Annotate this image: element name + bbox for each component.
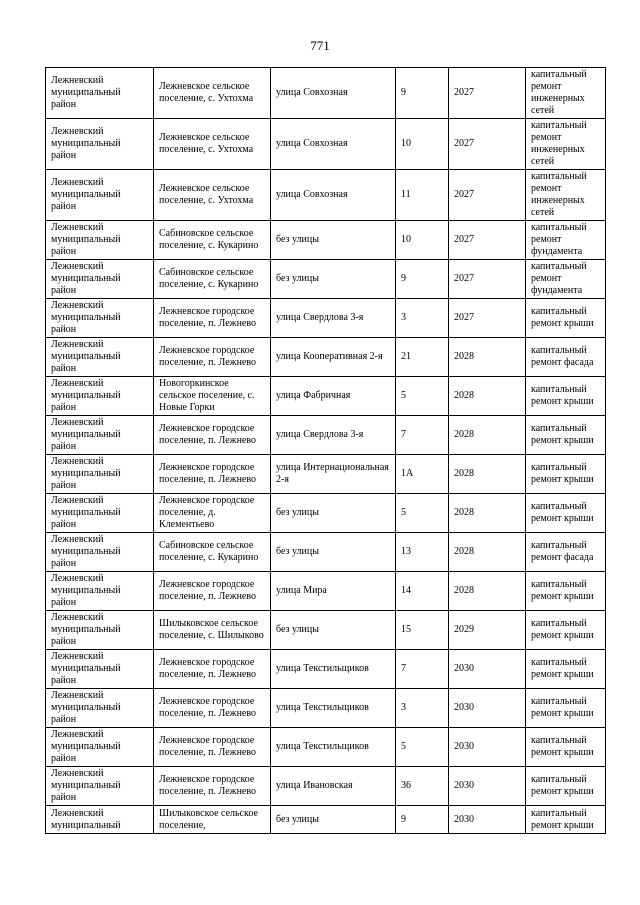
table-row [46,650,606,689]
year-cell: 2027 [449,260,526,299]
work-type-cell: капитальный ремонт крыши [526,494,606,533]
table-row [46,260,606,299]
work-type-cell: капитальный ремонт фундамента [526,221,606,260]
house-number-cell: 7 [396,416,449,455]
year-cell: 2028 [449,377,526,416]
house-number-cell: 5 [396,377,449,416]
work-type-cell: капитальный ремонт крыши [526,806,606,834]
settlement-cell: Лежневское городское поселение, п. Лежнево [154,299,271,338]
house-number-cell: 3 [396,299,449,338]
settlement-cell: Лежневское городское поселение, п. Лежнево [154,416,271,455]
settlement-cell: Лежневское городское поселение, п. Лежнево [154,728,271,767]
work-type-cell: капитальный ремонт крыши [526,377,606,416]
repair-schedule-table [45,67,606,834]
settlement-cell: Шилыковское сельское поселение, [154,806,271,834]
table-row [46,170,606,221]
district-cell: Лежневский муниципальный район [46,728,154,767]
settlement-cell: Лежневское сельское поселение, с. Ухтохма [154,68,271,119]
street-cell: улица Мира [271,572,396,611]
settlement-cell: Шилыковское сельское поселение, с. Шилыково [154,611,271,650]
district-cell: Лежневский муниципальный район [46,455,154,494]
house-number-cell: 1А [396,455,449,494]
street-cell: без улицы [271,260,396,299]
table-row [46,728,606,767]
year-cell: 2028 [449,455,526,494]
settlement-cell: Сабиновское сельское поселение, с. Кукарино [154,533,271,572]
year-cell: 2028 [449,533,526,572]
district-cell: Лежневский муниципальный район [46,338,154,377]
house-number-cell: 9 [396,806,449,834]
house-number-cell: 21 [396,338,449,377]
house-number-cell: 14 [396,572,449,611]
table-row [46,689,606,728]
work-type-cell: капитальный ремонт крыши [526,416,606,455]
work-type-cell: капитальный ремонт инженерных сетей [526,119,606,170]
settlement-cell: Лежневское городское поселение, п. Лежнево [154,767,271,806]
street-cell: без улицы [271,221,396,260]
table-row [46,119,606,170]
table-row [46,455,606,494]
table-row [46,221,606,260]
district-cell: Лежневский муниципальный район [46,119,154,170]
settlement-cell: Сабиновское сельское поселение, с. Кукарино [154,221,271,260]
district-cell: Лежневский муниципальный [46,806,154,834]
year-cell: 2030 [449,728,526,767]
district-cell: Лежневский муниципальный район [46,299,154,338]
district-cell: Лежневский муниципальный район [46,68,154,119]
house-number-cell: 9 [396,68,449,119]
settlement-cell: Лежневское городское поселение, п. Лежнево [154,572,271,611]
street-cell: улица Текстильщиков [271,650,396,689]
street-cell: улица Кооперативная 2-я [271,338,396,377]
settlement-cell: Лежневское городское поселение, д. Клементьево [154,494,271,533]
year-cell: 2028 [449,494,526,533]
table-row [46,299,606,338]
year-cell: 2027 [449,170,526,221]
street-cell: без улицы [271,533,396,572]
year-cell: 2029 [449,611,526,650]
work-type-cell: капитальный ремонт крыши [526,611,606,650]
house-number-cell: 15 [396,611,449,650]
table-body [46,68,606,834]
district-cell: Лежневский муниципальный район [46,611,154,650]
street-cell: улица Свердлова 3-я [271,416,396,455]
work-type-cell: капитальный ремонт крыши [526,767,606,806]
district-cell: Лежневский муниципальный район [46,494,154,533]
settlement-cell: Лежневское сельское поселение, с. Ухтохма [154,119,271,170]
work-type-cell: капитальный ремонт крыши [526,455,606,494]
year-cell: 2027 [449,221,526,260]
table-row [46,611,606,650]
street-cell: без улицы [271,494,396,533]
year-cell: 2027 [449,119,526,170]
street-cell: улица Совхозная [271,170,396,221]
work-type-cell: капитальный ремонт инженерных сетей [526,170,606,221]
work-type-cell: капитальный ремонт фасада [526,338,606,377]
district-cell: Лежневский муниципальный район [46,572,154,611]
district-cell: Лежневский муниципальный район [46,416,154,455]
district-cell: Лежневский муниципальный район [46,650,154,689]
house-number-cell: 10 [396,119,449,170]
page-number: 771 [310,38,330,53]
work-type-cell: капитальный ремонт крыши [526,689,606,728]
table-row [46,416,606,455]
settlement-cell: Сабиновское сельское поселение, с. Кукарино [154,260,271,299]
street-cell: улица Фабричная [271,377,396,416]
district-cell: Лежневский муниципальный район [46,689,154,728]
street-cell: улица Совхозная [271,68,396,119]
district-cell: Лежневский муниципальный район [46,377,154,416]
year-cell: 2030 [449,767,526,806]
street-cell: без улицы [271,611,396,650]
district-cell: Лежневский муниципальный район [46,533,154,572]
settlement-cell: Лежневское городское поселение, п. Лежнево [154,338,271,377]
house-number-cell: 9 [396,260,449,299]
district-cell: Лежневский муниципальный район [46,767,154,806]
house-number-cell: 3 [396,689,449,728]
year-cell: 2027 [449,299,526,338]
table-row [46,494,606,533]
street-cell: улица Совхозная [271,119,396,170]
district-cell: Лежневский муниципальный район [46,260,154,299]
district-cell: Лежневский муниципальный район [46,170,154,221]
year-cell: 2028 [449,416,526,455]
settlement-cell: Лежневское сельское поселение, с. Ухтохма [154,170,271,221]
district-cell: Лежневский муниципальный район [46,221,154,260]
table-row [46,572,606,611]
table-row [46,767,606,806]
table-row [46,338,606,377]
work-type-cell: капитальный ремонт фундамента [526,260,606,299]
work-type-cell: капитальный ремонт инженерных сетей [526,68,606,119]
settlement-cell: Лежневское городское поселение, п. Лежнево [154,455,271,494]
work-type-cell: капитальный ремонт крыши [526,650,606,689]
table-row [46,533,606,572]
settlement-cell: Лежневское городское поселение, п. Лежнево [154,650,271,689]
house-number-cell: 5 [396,494,449,533]
house-number-cell: 7 [396,650,449,689]
work-type-cell: капитальный ремонт крыши [526,728,606,767]
house-number-cell: 13 [396,533,449,572]
house-number-cell: 10 [396,221,449,260]
year-cell: 2030 [449,650,526,689]
table-row [46,68,606,119]
street-cell: улица Интернациональная 2-я [271,455,396,494]
year-cell: 2028 [449,338,526,377]
year-cell: 2030 [449,806,526,834]
settlement-cell: Новогоркинское сельское поселение, с. Новые Горки [154,377,271,416]
street-cell: без улицы [271,806,396,834]
house-number-cell: 11 [396,170,449,221]
street-cell: улица Текстильщиков [271,728,396,767]
house-number-cell: 36 [396,767,449,806]
table-row [46,377,606,416]
work-type-cell: капитальный ремонт крыши [526,572,606,611]
table-row [46,806,606,834]
settlement-cell: Лежневское городское поселение, п. Лежнево [154,689,271,728]
street-cell: улица Текстильщиков [271,689,396,728]
work-type-cell: капитальный ремонт фасада [526,533,606,572]
house-number-cell: 5 [396,728,449,767]
year-cell: 2030 [449,689,526,728]
street-cell: улица Ивановская [271,767,396,806]
year-cell: 2027 [449,68,526,119]
work-type-cell: капитальный ремонт крыши [526,299,606,338]
street-cell: улица Свердлова 3-я [271,299,396,338]
year-cell: 2028 [449,572,526,611]
